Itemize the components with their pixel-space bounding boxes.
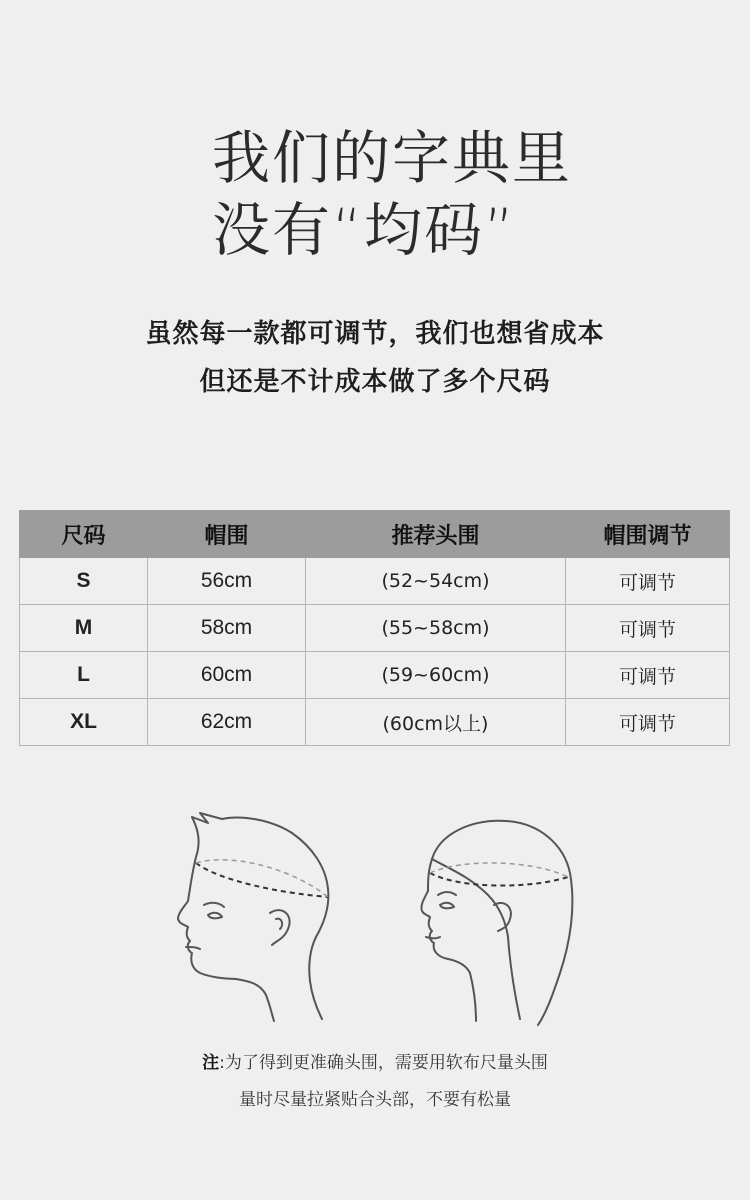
- male-head-illustration: [170, 805, 340, 1025]
- cell-adjust: 可调节: [566, 558, 730, 605]
- table-row: [20, 605, 730, 652]
- cell-head: (52~54cm): [306, 558, 566, 605]
- cell-hat: 62cm: [148, 699, 306, 746]
- table-row: [20, 699, 730, 746]
- cell-hat: 56cm: [148, 558, 306, 605]
- cell-adjust: 可调节: [566, 699, 730, 746]
- measurement-note: [0, 1045, 750, 1119]
- header-recommended-head: 推荐头围: [306, 511, 566, 558]
- cell-head: (60cm以上): [306, 699, 566, 746]
- subtitle: [0, 310, 750, 406]
- note-label: 注: [202, 1053, 220, 1073]
- headline: [212, 122, 572, 266]
- header-adjustment: 帽围调节: [566, 511, 730, 558]
- cell-size: S: [20, 558, 148, 605]
- female-head-illustration: [410, 815, 580, 1030]
- headline-line-1: 我们的字典里: [212, 124, 573, 192]
- cell-size: L: [20, 652, 148, 699]
- cell-hat: 60cm: [148, 652, 306, 699]
- cell-adjust: 可调节: [566, 652, 730, 699]
- table-row: [20, 558, 730, 605]
- cell-head: (55~58cm): [306, 605, 566, 652]
- headline-line-2: 没有“均码”: [212, 196, 517, 264]
- cell-adjust: 可调节: [566, 605, 730, 652]
- size-table-header-row: [20, 511, 730, 558]
- table-row: [20, 652, 730, 699]
- cell-size: M: [20, 605, 148, 652]
- subtitle-line-2: 但还是不计成本做了多个尺码: [199, 367, 551, 397]
- note-line-1: [0, 1045, 750, 1082]
- note-line-2: 量时尽量拉紧贴合头部，不要有松量: [239, 1090, 511, 1110]
- header-size: 尺码: [20, 511, 148, 558]
- size-table: [19, 510, 730, 746]
- cell-head: (59~60cm): [306, 652, 566, 699]
- note-text-1: :为了得到更准确头围，需要用软布尺量头围: [219, 1053, 548, 1073]
- cell-hat: 58cm: [148, 605, 306, 652]
- cell-size: XL: [20, 699, 148, 746]
- header-hat-circumference: 帽围: [148, 511, 306, 558]
- subtitle-line-1: 虽然每一款都可调节，我们也想省成本: [145, 319, 605, 349]
